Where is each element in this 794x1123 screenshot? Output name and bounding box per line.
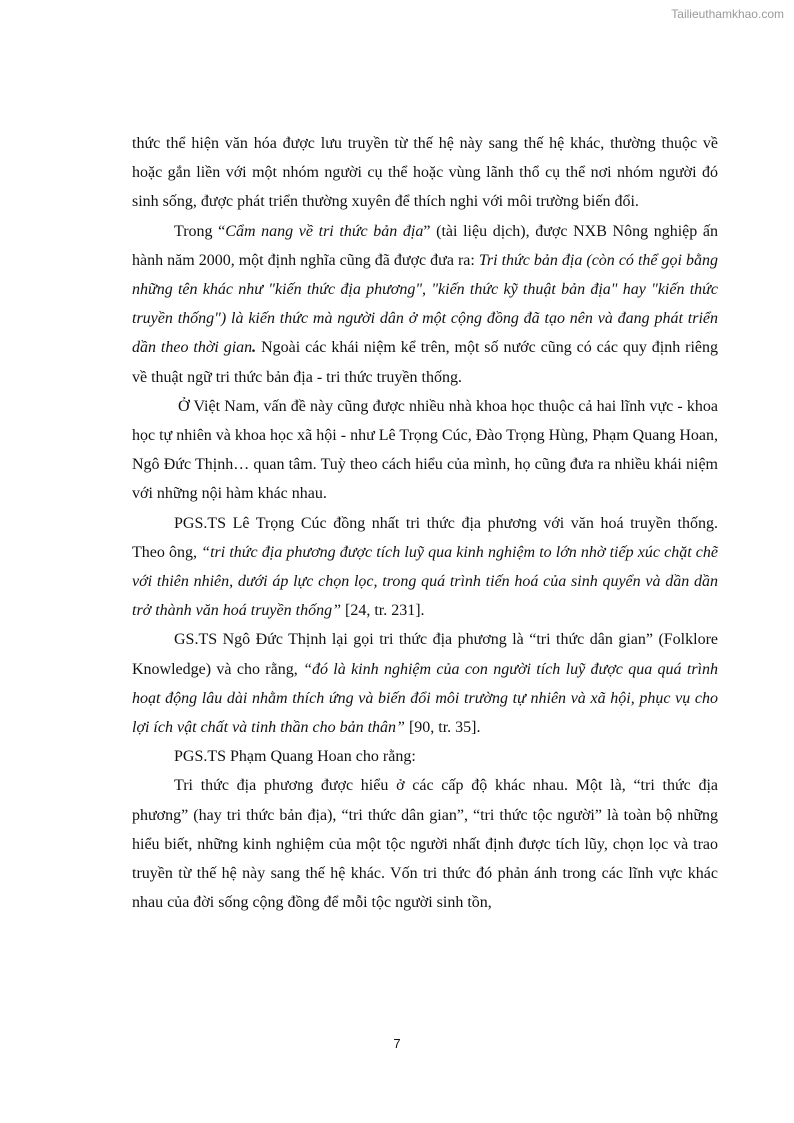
paragraph-6: PGS.TS Phạm Quang Hoan cho rằng:	[174, 748, 416, 766]
p2-text-c: ” (tài liệu dịch), được NXB Nông nghiệp ấn hành năm 2000, một định nghĩa cũng đã được đưa ra:	[132, 222, 719, 269]
p4-text-a: PGS.TS Lê Trọng Cúc đồng nhất tri thức địa phương với văn hoá truyền thống. Theo ông,	[132, 514, 718, 561]
paragraph-5	[132, 625, 718, 742]
p2-text-f: Ngoài các khái niệm kể trên, một số nước cũng có các quy định riêng về thuật ngữ tri thức bản địa - tri thức truyền thống.	[132, 339, 718, 386]
p2-text-a: Trong “	[174, 222, 226, 240]
paragraph-3: Ở Việt Nam, vấn đề này cũng được nhiều nhà khoa học thuộc cả hai lĩnh vực - khoa học tự nhiên và khoa học xã hội - như Lê Trọng Cúc, Đào Trọng Hùng, Phạm Quang Hoan, Ngô Đức Thịnh… quan tâm. Tuỳ theo cách hiểu của mình, họ cũng đưa ra nhiều khái niệm với những nội hàm khác nhau.	[132, 397, 718, 503]
p4-quote: “tri thức địa phương được tích luỹ qua kinh nghiệm to lớn nhờ tiếp xúc chặt chẽ với thiên nhiên, dưới áp lực chọn lọc, trong quá trình tiến hoá của sinh quyển và dần dần trở thành văn hoá truyền thống”	[132, 543, 719, 620]
p5-text-a: GS.TS Ngô Đức Thịnh lại gọi tri thức địa phương là “tri thức dân gian” (Folklore Knowledge) và cho rằng,	[132, 631, 718, 678]
paragraph-1: thức thể hiện văn hóa được lưu truyền từ thế hệ này sang thế hệ khác, thường thuộc về hoặc gắn liền với một nhóm người cụ thể hoặc vùng lãnh thổ cụ thể nơi nhóm người đó sinh sống, được phát triển thường xuyên để thích nghi với môi trường biến đổi.	[132, 135, 718, 211]
paragraph-7: Tri thức địa phương được hiểu ở các cấp độ khác nhau. Một là, “tri thức địa phương” (hay tri thức bản địa), “tri thức dân gian”, “tri thức tộc người” là toàn bộ những hiểu biết, những kinh nghiệm của một tộc người nhất định được tích lũy, chọn lọc và trao truyền từ thế hệ này sang thế hệ khác. Vốn tri thức đó phản ánh trong các lĩnh vực khác nhau của đời sống cộng đồng để mỗi tộc người sinh tồn,	[132, 777, 718, 912]
p2-book-title: Cẩm nang về tri thức bản địa	[225, 222, 424, 240]
paragraph-4	[132, 509, 718, 626]
p5-citation: [90, tr. 35].	[404, 719, 481, 737]
watermark: Tailieuthamkhao.com	[671, 7, 784, 21]
p2-period: .	[252, 339, 257, 357]
p2-definition: Tri thức bản địa (còn có thể gọi bằng những tên khác như "kiến thức địa phương", "kiến thức kỹ thuật bản địa" hay "kiến thức truyền thống") là kiến thức mà người dân ở một cộng đồng đã tạo nên và đang phát triển dần theo thời gian	[132, 251, 718, 357]
page-number: 7	[393, 1036, 401, 1051]
p4-citation: [24, tr. 231].	[340, 602, 425, 620]
document-body	[132, 129, 718, 917]
paragraph-2	[132, 217, 718, 392]
p5-quote: “đó là kinh nghiệm của con người tích luỹ được qua quá trình hoạt động lâu dài nhằm thích ứng và biến đổi môi trường tự nhiên và xã hội, phục vụ cho lợi ích vật chất và tinh thần cho bản thân”	[132, 660, 718, 737]
